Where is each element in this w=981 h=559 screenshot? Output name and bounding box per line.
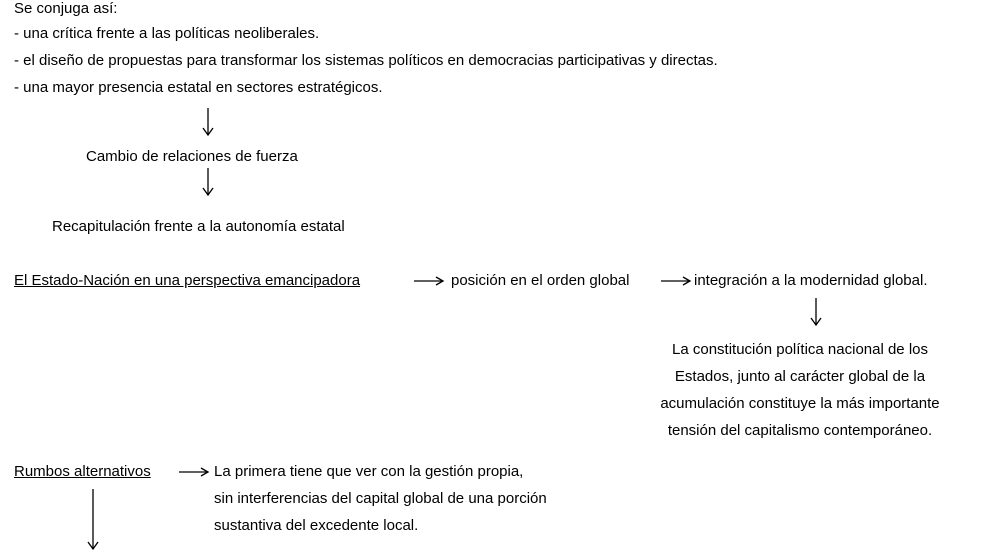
right-arrow-icon-2 [661, 277, 690, 285]
intro-item-3: - una mayor presencia estatal en sectores estratégicos. [14, 79, 383, 96]
down-arrow-icon-4 [88, 489, 98, 549]
intro-item-1: - una crítica frente a las políticas neoliberales. [14, 25, 320, 42]
flow2-conclusion-line1: La constitución política nacional de los [672, 341, 928, 358]
right-arrow-icon-3 [179, 468, 208, 476]
flow3-text-line2: sin interferencias del capital global de una porción [214, 490, 547, 507]
down-arrow-icon-3 [811, 298, 821, 325]
flow1-step1: Cambio de relaciones de fuerza [86, 148, 298, 165]
flow2-node2: integración a la modernidad global. [694, 272, 928, 289]
flow2-conclusion-line3: acumulación constituye la más importante [660, 395, 940, 412]
flow3-heading: Rumbos alternativos [14, 463, 151, 480]
intro-title: Se conjuga así: [14, 0, 118, 17]
intro-item-2: - el diseño de propuestas para transformar los sistemas políticos en democracias participativas y directas. [14, 52, 718, 69]
down-arrow-icon-1 [203, 108, 213, 135]
down-arrow-icon-2 [203, 168, 213, 195]
right-arrow-icon-1 [414, 277, 443, 285]
flow2-node1: posición en el orden global [451, 272, 630, 289]
flow2-conclusion-line4: tensión del capitalismo contemporáneo. [667, 422, 933, 439]
flow2-conclusion-line2: Estados, junto al carácter global de la [674, 368, 926, 385]
flow3-text-line1: La primera tiene que ver con la gestión propia, [214, 463, 524, 480]
flow3-text-line3: sustantiva del excedente local. [214, 517, 419, 534]
flow2-heading: El Estado-Nación en una perspectiva emancipadora [14, 272, 361, 289]
flow1-step2: Recapitulación frente a la autonomía estatal [52, 218, 345, 235]
